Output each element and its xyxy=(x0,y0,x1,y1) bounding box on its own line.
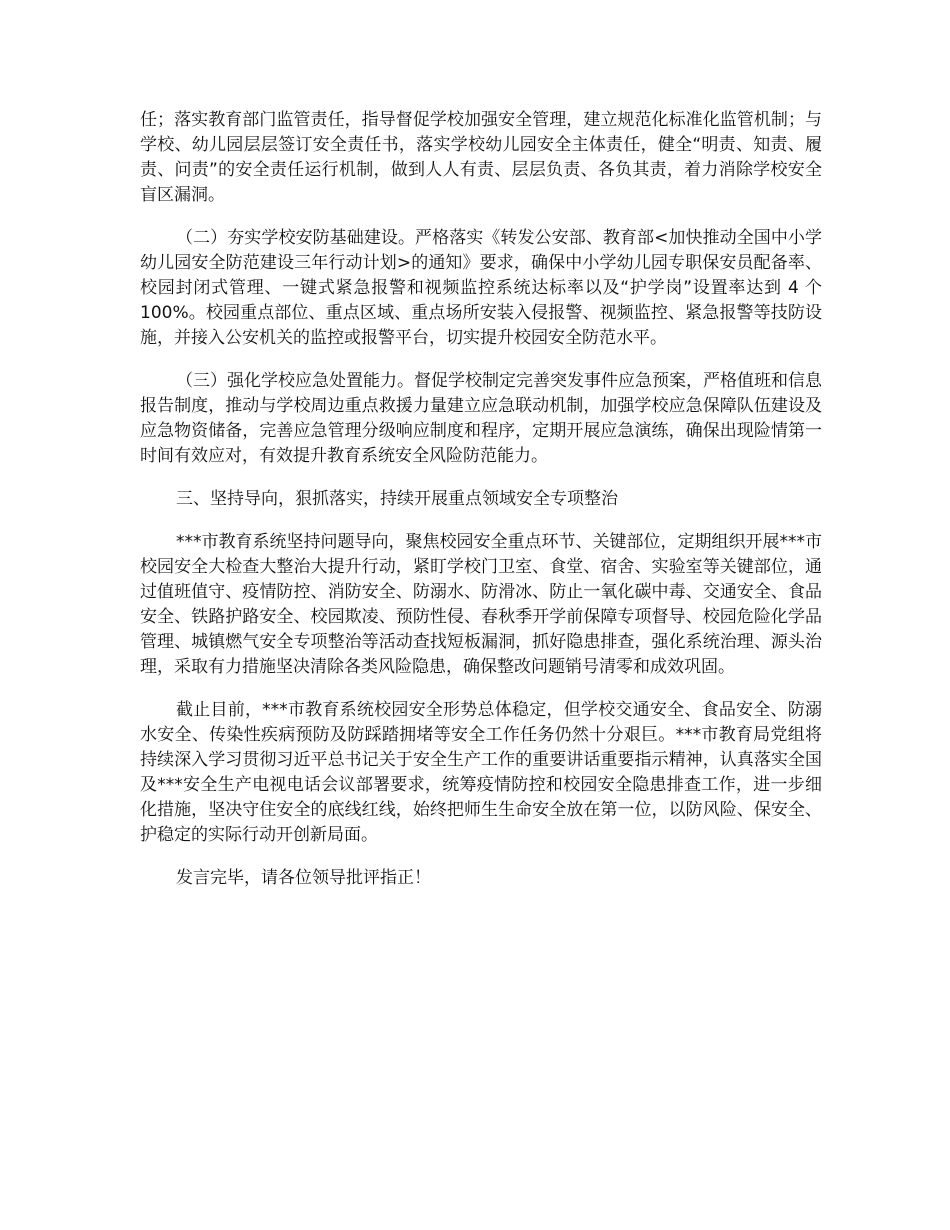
document-page xyxy=(140,108,822,909)
paragraph-security-infrastructure: （二）夯实学校安防基础建设。严格落实《转发公安部、教育部<加快推动全国中小学幼儿园安全防范建设三年行动计划>的通知》要求，确保中小学幼儿园专职保安员配备率、校园封闭式管理、一键式紧急报警和视频监控系统达标率以及“护学岗”设置率达到 4 个 100%。校园重点部位、重点区域、重点场所安装入侵报警、视频监控、紧急报警等技防设施，并接入公安机关的监控或报警平台，切实提升校园安全防范水平。 xyxy=(140,228,822,348)
paragraph-current-situation: 截止目前，***市教育系统校园安全形势总体稳定，但学校交通安全、食品安全、防溺水安全、传染性疾病预防及防踩踏拥堵等安全工作任务仍然十分艰巨。***市教育局党组将持续深入学习贯彻习近平总书记关于安全生产工作的重要讲话重要指示精神，认真落实全国及***安全生产电视电话会议部署要求，统筹疫情防控和校园安全隐患排查工作，进一步细化措施，坚决守住安全的底线红线，始终把师生生命安全放在第一位，以防风险、保安全、护稳定的实际行动开创新局面。 xyxy=(140,700,822,845)
paragraph-emergency-response: （三）强化学校应急处置能力。督促学校制定完善突发事件应急预案，严格值班和信息报告制度，推动与学校周边重点救援力量建立应急联动机制，加强学校应急保障队伍建设及应急物资储备，完善应急管理分级响应制度和程序，定期开展应急演练，确保出现险情第一时间有效应对，有效提升教育系统安全风险防范能力。 xyxy=(140,371,822,466)
paragraph-responsibility-continuation: 任；落实教育部门监管责任，指导督促学校加强安全管理，建立规范化标准化监管机制；与学校、幼儿园层层签订安全责任书，落实学校幼儿园安全主体责任，健全“明责、知责、履责、问责”的安全责任运行机制，做到人人有责、层层负责、各负其责，着力消除学校安全盲区漏洞。 xyxy=(140,110,822,205)
section-heading-three: 三、坚持导向，狠抓落实，持续开展重点领域安全专项整治 xyxy=(176,489,618,509)
paragraph-special-rectification: ***市教育系统坚持问题导向，聚焦校园安全重点环节、关键部位，定期组织开展***市校园安全大检查大整治大提升行动，紧盯学校门卫室、食堂、宿舍、实验室等关键部位，通过值班值守、疫情防控、消防安全、防溺水、防滑冰、防止一氧化碳中毒、交通安全、食品安全、铁路护路安全、校园欺凌、预防性侵、春秋季开学前保障专项督导、校园危险化学品管理、城镇燃气安全专项整治等活动查找短板漏洞，抓好隐患排查，强化系统治理、源头治理，采取有力措施坚决清除各类风险隐患，确保整改问题销号清零和成效巩固。 xyxy=(140,532,822,677)
paragraph-closing: 发言完毕，请各位领导批评指正！ xyxy=(176,868,431,888)
